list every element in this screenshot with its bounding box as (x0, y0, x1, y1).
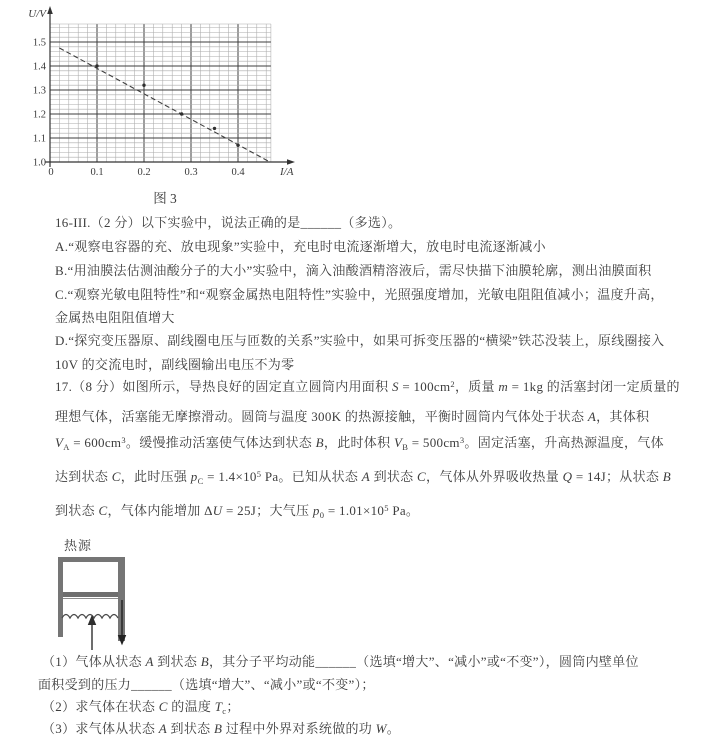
svg-text:0.2: 0.2 (137, 167, 151, 178)
q17-line-1: 17.（8 分）如图所示，导热良好的固定直立圆筒内用面积 $S = 100cm^2$，质量 m = 1kg 的活塞封闭一定质量的 (55, 379, 680, 394)
push-up-arrow-icon (89, 616, 96, 650)
svg-text:0.4: 0.4 (231, 167, 245, 178)
svg-text:1.3: 1.3 (32, 85, 46, 97)
svg-text:1.0: 1.0 (32, 157, 46, 169)
svg-text:1.1: 1.1 (32, 133, 46, 145)
q17-line-5: 到状态 C，气体内能增加 ΔU = 25J；大气压 $p_0 = 1.01\times 10^5$ Pa。 (55, 503, 420, 520)
q17-line-3: $V_A = 600cm^3$。缓慢推动活塞使气体达到状态 B，此时体积 $V_B = 500cm^3$。固定活塞，升高热源温度，气体 (55, 435, 664, 452)
q17-line-4: 达到状态 C，此时压强 $p_C = 1.4\times 10^5$ Pa。已知从状态 A 到状态 C，气体从外界吸收热量 Q = 14J；从状态 B (55, 469, 671, 486)
piston (63, 592, 118, 599)
ui-graph-svg (10, 4, 310, 184)
x-axis-label: I/A (280, 166, 294, 178)
q17-sub2: （2）求气体在状态 C 的温度 $T_c$； (42, 699, 240, 716)
cylinder-left-wall (58, 557, 63, 637)
figure-caption: 图 3 (153, 191, 177, 206)
y-axis-label: U/V (28, 8, 46, 20)
cylinder-top-wall (58, 557, 125, 562)
q16-option-d: D.“探究变压器原、副线圈电压与匝数的关系”实验中，如果可拆变压器的“横梁”铁芯没装上，原线圈接入 (55, 333, 665, 348)
grid-lines (50, 24, 271, 162)
svg-text:0.1: 0.1 (90, 167, 104, 178)
q17-sub1: （1）气体从状态 A 到状态 B，其分子平均动能______（选填“增大”、“减小”或“不变”），圆筒内壁单位 (42, 654, 639, 669)
q16-option-c-cont: 金属热电阻阻值增大 (55, 310, 175, 325)
heat-source-label: 热源 (64, 538, 93, 553)
q16-option-a: A.“观察电容器的充、放电现象”实验中，充电时电流逐渐增大，放电时电流逐渐减小 (55, 239, 546, 254)
svg-text:1.2: 1.2 (32, 109, 46, 121)
cylinder-diagram (54, 550, 139, 655)
svg-text:0.3: 0.3 (184, 167, 198, 178)
q17-sub1-cont: 面积受到的压力______（选填“增大”、“减小”或“不变”）； (38, 677, 375, 692)
svg-text:0: 0 (48, 167, 54, 178)
q16-option-c: C.“观察光敏电阻特性”和“观察金属热电阻特性”实验中，光照强度增加，光敏电阻阻值减小；温度升高， (55, 287, 664, 302)
q17-line-2: 理想气体，活塞能无摩擦滑动。圆筒与温度 300K 的热源接触，平衡时圆筒内气体处于状态 A，其体积 (55, 409, 650, 424)
q16-option-b: B.“用油膜法估测油酸分子的大小”实验中，滴入油酸酒精溶液后，需尽快描下油膜轮廓，测出油膜面积 (55, 263, 652, 278)
svg-text:1.4: 1.4 (32, 61, 46, 73)
coil-row (62, 615, 118, 619)
q17-sub3: （3）求气体从状态 A 到状态 B 过程中外界对系统做的功 W。 (42, 721, 401, 736)
svg-text:1.5: 1.5 (32, 37, 46, 49)
q16-stem: 16-III.（2 分）以下实验中，说法正确的是______（多选）。 (55, 215, 402, 230)
q16-option-d-cont: 10V 的交流电时，副线圈输出电压不为零 (55, 357, 295, 372)
